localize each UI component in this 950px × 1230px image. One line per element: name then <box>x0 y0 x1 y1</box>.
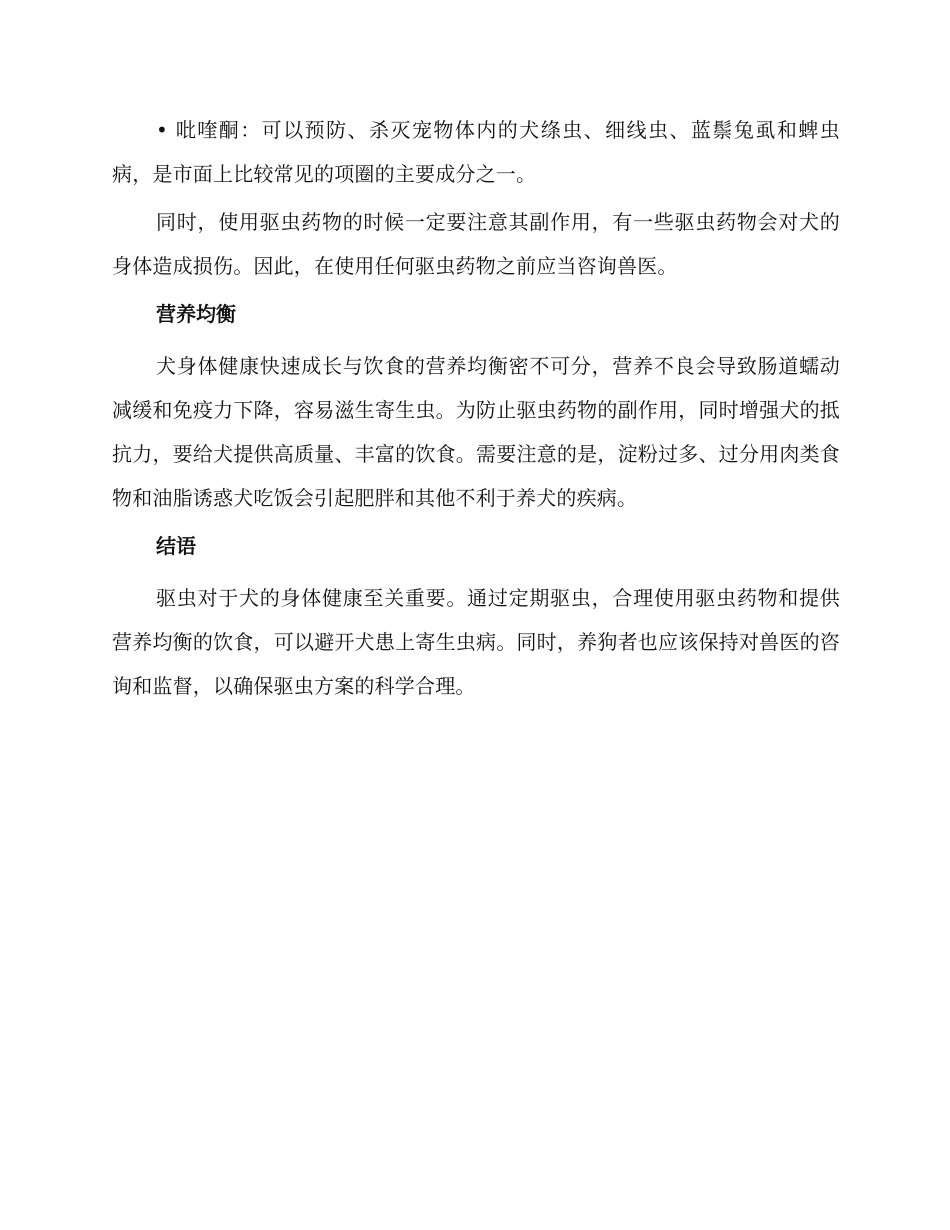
conclusion-paragraph: 驱虫对于犬的身体健康至关重要。通过定期驱虫，合理使用驱虫药物和提供营养均衡的饮食，可以避开犬患上寄生虫病。同时，养狗者也应该保持对兽医的咨询和监督，以确保驱虫方案的科学合理。 <box>112 586 840 698</box>
nutrition-heading: 营养均衡 <box>156 302 236 326</box>
conclusion-heading: 结语 <box>156 534 196 558</box>
document-page <box>112 108 840 712</box>
side-effects-paragraph: 同时，使用驱虫药物的时候一定要注意其副作用，有一些驱虫药物会对犬的身体造成损伤。因此，在使用任何驱虫药物之前应当咨询兽医。 <box>112 210 840 278</box>
nutrition-paragraph: 犬身体健康快速成长与饮食的营养均衡密不可分，营养不良会导致肠道蠕动减缓和免疫力下降，容易滋生寄生虫。为防止驱虫药物的副作用，同时增强犬的抵抗力，要给犬提供高质量、丰富的饮食。需要注意的是，淀粉过多、过分用肉类食物和油脂诱惑犬吃饭会引起肥胖和其他不利于养犬的疾病。 <box>112 354 840 510</box>
bullet-pyrantel-paragraph: • 吡喹酮：可以预防、杀灭宠物体内的犬绦虫、细线虫、蓝鬃兔虱和蜱虫病，是市面上比较常见的项圈的主要成分之一。 <box>112 118 840 186</box>
